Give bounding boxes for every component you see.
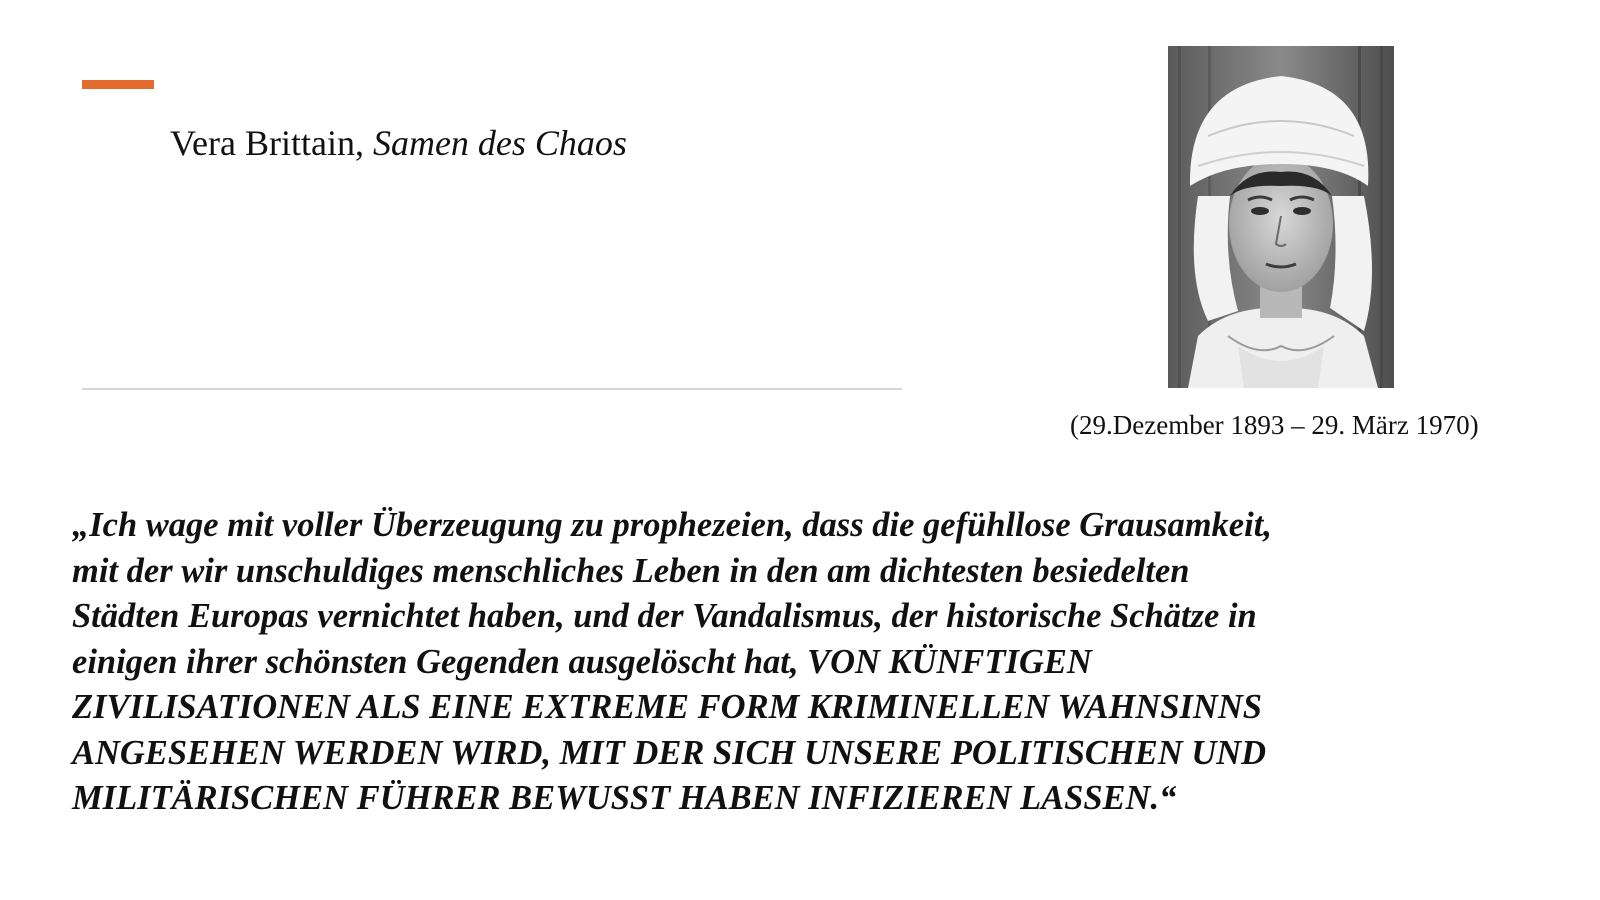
title-divider (82, 388, 902, 390)
work-title: Samen des Chaos (372, 123, 627, 163)
quote-line: „Ich wage mit voller Überzeugung zu prophezeien, dass die gefühllose Grausamkeit, (72, 506, 1272, 544)
slide-title (170, 122, 627, 164)
author-name: Vera Brittain, (170, 123, 373, 163)
life-dates: (29.Dezember 1893 – 29. März 1970) (1070, 410, 1479, 440)
accent-bar (82, 80, 154, 89)
quote-line: mit der wir unschuldiges menschliches Leben in den am dichtesten besiedelten (72, 551, 1190, 590)
quote-line: Städten Europas vernichtet haben, und der Vandalismus, der historische Schätze in (72, 597, 1257, 635)
quote-line: MILITÄRISCHEN FÜHRER BEWUSST HABEN INFIZIEREN LASSEN.“ (72, 779, 1177, 817)
quote-line: einigen ihrer schönsten Gegenden ausgelöscht hat, VON KÜNFTIGEN (72, 642, 1092, 681)
quote-line: ZIVILISATIONEN ALS EINE EXTREME FORM KRIMINELLEN WAHNSINNS (72, 688, 1262, 726)
portrait-illustration (1168, 46, 1394, 388)
quote-line: ANGESEHEN WERDEN WIRD, MIT DER SICH UNSERE POLITISCHEN UND (72, 733, 1267, 772)
quote-text (72, 503, 1492, 822)
portrait-photo (1168, 46, 1394, 388)
